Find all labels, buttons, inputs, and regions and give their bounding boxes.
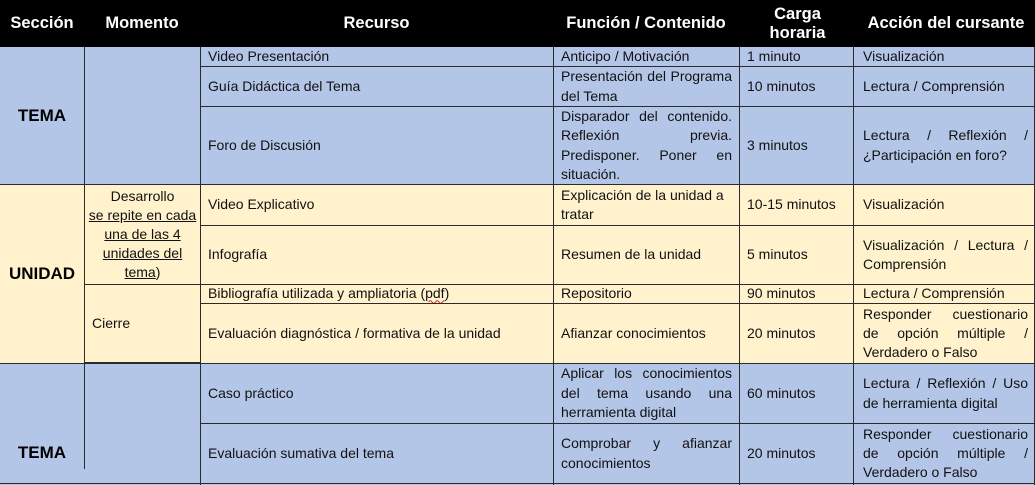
grid-line	[0, 184, 1035, 185]
header-accion: Acción del cursante	[867, 14, 1025, 32]
carga-row-8: 60 minutos	[747, 384, 816, 401]
grid-line	[200, 106, 1035, 107]
grid-line	[553, 47, 554, 485]
header-funcion: Función / Contenido	[566, 14, 726, 32]
grid-line	[84, 284, 1035, 285]
accion-row-4: Visualización	[863, 196, 945, 213]
recurso-bibliografia: Bibliografía utilizada y ampliatoria (pdf)	[208, 285, 450, 302]
carga-row-1: 1 minuto	[747, 48, 801, 65]
section-tema-bottom: TEMA	[17, 443, 67, 462]
funcion-disparador: Disparador del contenido. Reflexión previa. Predisponer. Poner en situación.	[561, 107, 732, 182]
accion-row-5: Visualización / Lectura / Comprensión	[863, 236, 1028, 272]
accion-row-8: Lectura / Reflexión / Uso de herramienta digital	[863, 375, 1028, 411]
funcion-anticipo: Anticipo / Motivación	[561, 48, 690, 65]
funcion-comprobar: Comprobar y afianzar conocimientos	[561, 435, 732, 471]
carga-row-3: 3 minutos	[747, 136, 808, 153]
carga-row-6: 90 minutos	[747, 285, 816, 302]
accion-row-2: Lectura / Comprensión	[863, 77, 1005, 94]
funcion-resumen: Resumen de la unidad	[561, 246, 702, 263]
header-seccion: Sección	[10, 14, 74, 32]
carga-row-5: 5 minutos	[747, 246, 808, 263]
grid-line	[200, 225, 1035, 226]
momento-desarrollo-note: se repite en cada una de las 4 unidades del tema	[88, 207, 197, 280]
header-recurso: Recurso	[343, 14, 410, 32]
funcion-aplicar: Aplicar los conocimientos del tema usando una herramienta digital	[561, 365, 732, 421]
recurso-infografia: Infografía	[208, 246, 268, 263]
carga-row-7: 20 minutos	[747, 324, 816, 341]
header-carga: Carga horaria	[769, 4, 826, 42]
accion-row-9: Responder cuestionario de opción múltiple / Verdadero o Falso	[863, 426, 1028, 480]
funcion-presentacion: Presentación del Programa del Tema	[561, 68, 732, 104]
grid-line	[200, 423, 1035, 424]
carga-row-2: 10 minutos	[747, 77, 816, 94]
section-unidad: UNIDAD	[8, 263, 76, 283]
funcion-afianzar: Afianzar conocimientos	[561, 324, 706, 341]
grid-line	[0, 363, 1035, 364]
spellcheck-flag: pdf	[425, 285, 445, 302]
section-tema-top: TEMA	[17, 105, 67, 125]
momento-desarrollo-title: Desarrollo	[110, 188, 175, 204]
momento-desarrollo-note-close: )	[155, 264, 161, 280]
header-momento: Momento	[105, 14, 179, 32]
carga-row-4: 10-15 minutos	[747, 196, 836, 213]
recurso-video-explicativo: Video Explicativo	[208, 196, 315, 213]
funcion-repositorio: Repositorio	[561, 285, 632, 302]
recurso-video-presentacion: Video Presentación	[208, 48, 330, 65]
recurso-evaluacion-diagnostica: Evaluación diagnóstica / formativa de la unidad	[208, 324, 501, 341]
grid-line	[200, 66, 1035, 67]
momento-cierre: Cierre	[92, 315, 131, 332]
recurso-evaluacion-sumativa: Evaluación sumativa del tema	[208, 444, 394, 461]
grid-line	[853, 47, 854, 485]
grid-line	[84, 47, 85, 469]
grid-line	[200, 303, 1035, 304]
grid-line	[200, 47, 201, 485]
accion-row-1: Visualización	[863, 48, 945, 65]
carga-row-9: 20 minutos	[747, 444, 816, 461]
recurso-caso-practico: Caso práctico	[208, 384, 294, 401]
accion-row-7: Responder cuestionario de opción múltiple / Verdadero o Falso	[863, 306, 1028, 360]
grid-line	[0, 483, 1035, 484]
accion-row-6: Lectura / Comprensión	[863, 285, 1005, 302]
grid-line	[739, 47, 740, 485]
recurso-foro-discusion: Foro de Discusión	[208, 136, 321, 153]
recurso-guia-didactica: Guía Didáctica del Tema	[208, 77, 361, 94]
momento-desarrollo	[85, 185, 200, 284]
accion-row-3: Lectura / Reflexión / ¿Participación en foro?	[863, 127, 1028, 163]
funcion-explicacion: Explicación de la unidad a tratar	[561, 186, 724, 222]
